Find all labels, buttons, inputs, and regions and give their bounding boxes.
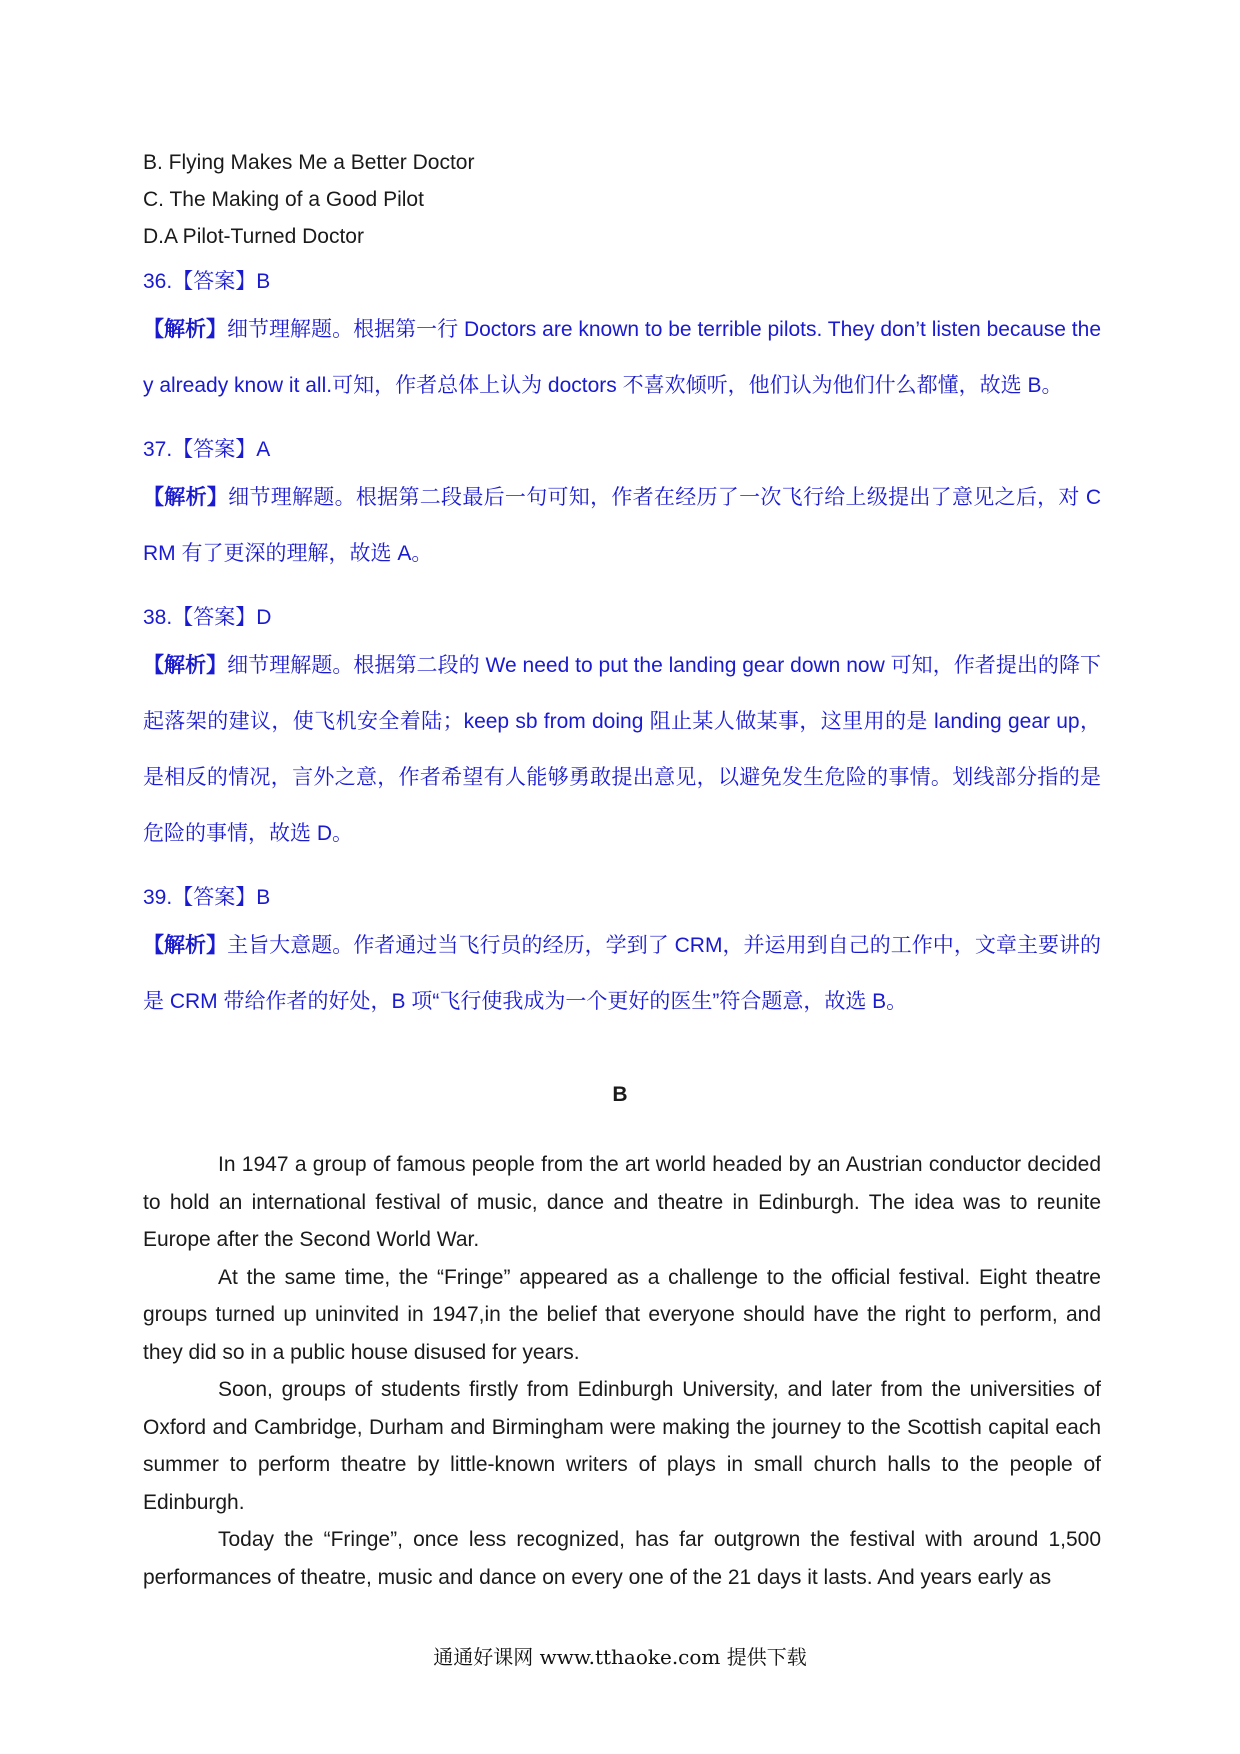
option-b: B. Flying Makes Me a Better Doctor: [143, 151, 475, 174]
analysis-tag: 【解析】: [143, 318, 228, 341]
reading-passage: [143, 1146, 1101, 1596]
answer-39: 39.【答案】B: [143, 886, 271, 909]
analysis-36: [143, 302, 1101, 414]
answer-37: 37.【答案】A: [143, 438, 271, 461]
analysis-tag: 【解析】: [143, 934, 228, 957]
question-36-explanation: [143, 262, 1101, 414]
question-38-explanation: [143, 598, 1101, 862]
page-footer: 通通好课网 www.tthaoke.com 提供下载: [433, 1645, 807, 1669]
analysis-text: 细节理解题。根据第一行 Doctors are known to be terrible pilots. They don’t listen because they already know it all.可知，作者总体上认为 doctors 不喜欢倾听，他们认为他们什么都懂，故选 B。: [143, 318, 1102, 397]
analysis-text: 主旨大意题。作者通过当飞行员的经历，学到了 CRM，并运用到自己的工作中，文章主要讲的是 CRM 带给作者的好处，B 项“飞行使我成为一个更好的医生”符合题意，故选 B。: [143, 934, 1102, 1013]
question-37-explanation: [143, 430, 1101, 582]
passage-paragraph: In 1947 a group of famous people from the art world headed by an Austrian conductor decided to hold an international festival of music, dance and theatre in Edinburgh. The idea was to reunite Europe after the Second World War.: [143, 1153, 1101, 1251]
analysis-text: 细节理解题。根据第二段的 We need to put the landing gear down now 可知，作者提出的降下起落架的建议，使飞机安全着陆；keep sb from doing 阻止某人做某事，这里用的是 landing gear up，是相反的情况，言外之意，作者希望有人能够勇敢提出意见，以避免发生危险的事情。划线部分指的是危险的事情，故选 D。: [143, 654, 1101, 845]
option-d: D.A Pilot-Turned Doctor: [143, 225, 364, 248]
answer-options: [143, 144, 1101, 255]
section-title: B: [612, 1083, 628, 1106]
passage-paragraph: At the same time, the “Fringe” appeared as a challenge to the official festival. Eight theatre groups turned up uninvited in 1947,in the belief that everyone should have the right to perform, and they did so in a public house disused for years.: [143, 1265, 1101, 1364]
question-39-explanation: [143, 878, 1101, 1030]
passage-paragraph: Soon, groups of students firstly from Edinburgh University, and later from the universities of Oxford and Cambridge, Durham and Birmingham were making the journey to the Scottish capital each summer to perform theatre by little-known writers of plays in small church halls to the people of Edinburgh.: [143, 1378, 1101, 1514]
answer-36: 36.【答案】B: [143, 270, 271, 293]
analysis-38: [143, 638, 1101, 862]
analysis-37: [143, 470, 1101, 582]
passage-paragraph: Today the “Fringe”, once less recognized, has far outgrown the festival with around 1,500 performances of theatre, music and dance on every one of the 21 days it lasts. And years early as: [143, 1528, 1101, 1589]
analysis-tag: 【解析】: [143, 486, 229, 509]
option-c: C. The Making of a Good Pilot: [143, 188, 424, 211]
analysis-text: 细节理解题。根据第二段最后一句可知，作者在经历了一次飞行给上级提出了意见之后，对 CRM 有了更深的理解，故选 A。: [143, 486, 1101, 565]
analysis-39: [143, 918, 1101, 1030]
analysis-tag: 【解析】: [143, 654, 228, 677]
answer-38: 38.【答案】D: [143, 606, 272, 629]
